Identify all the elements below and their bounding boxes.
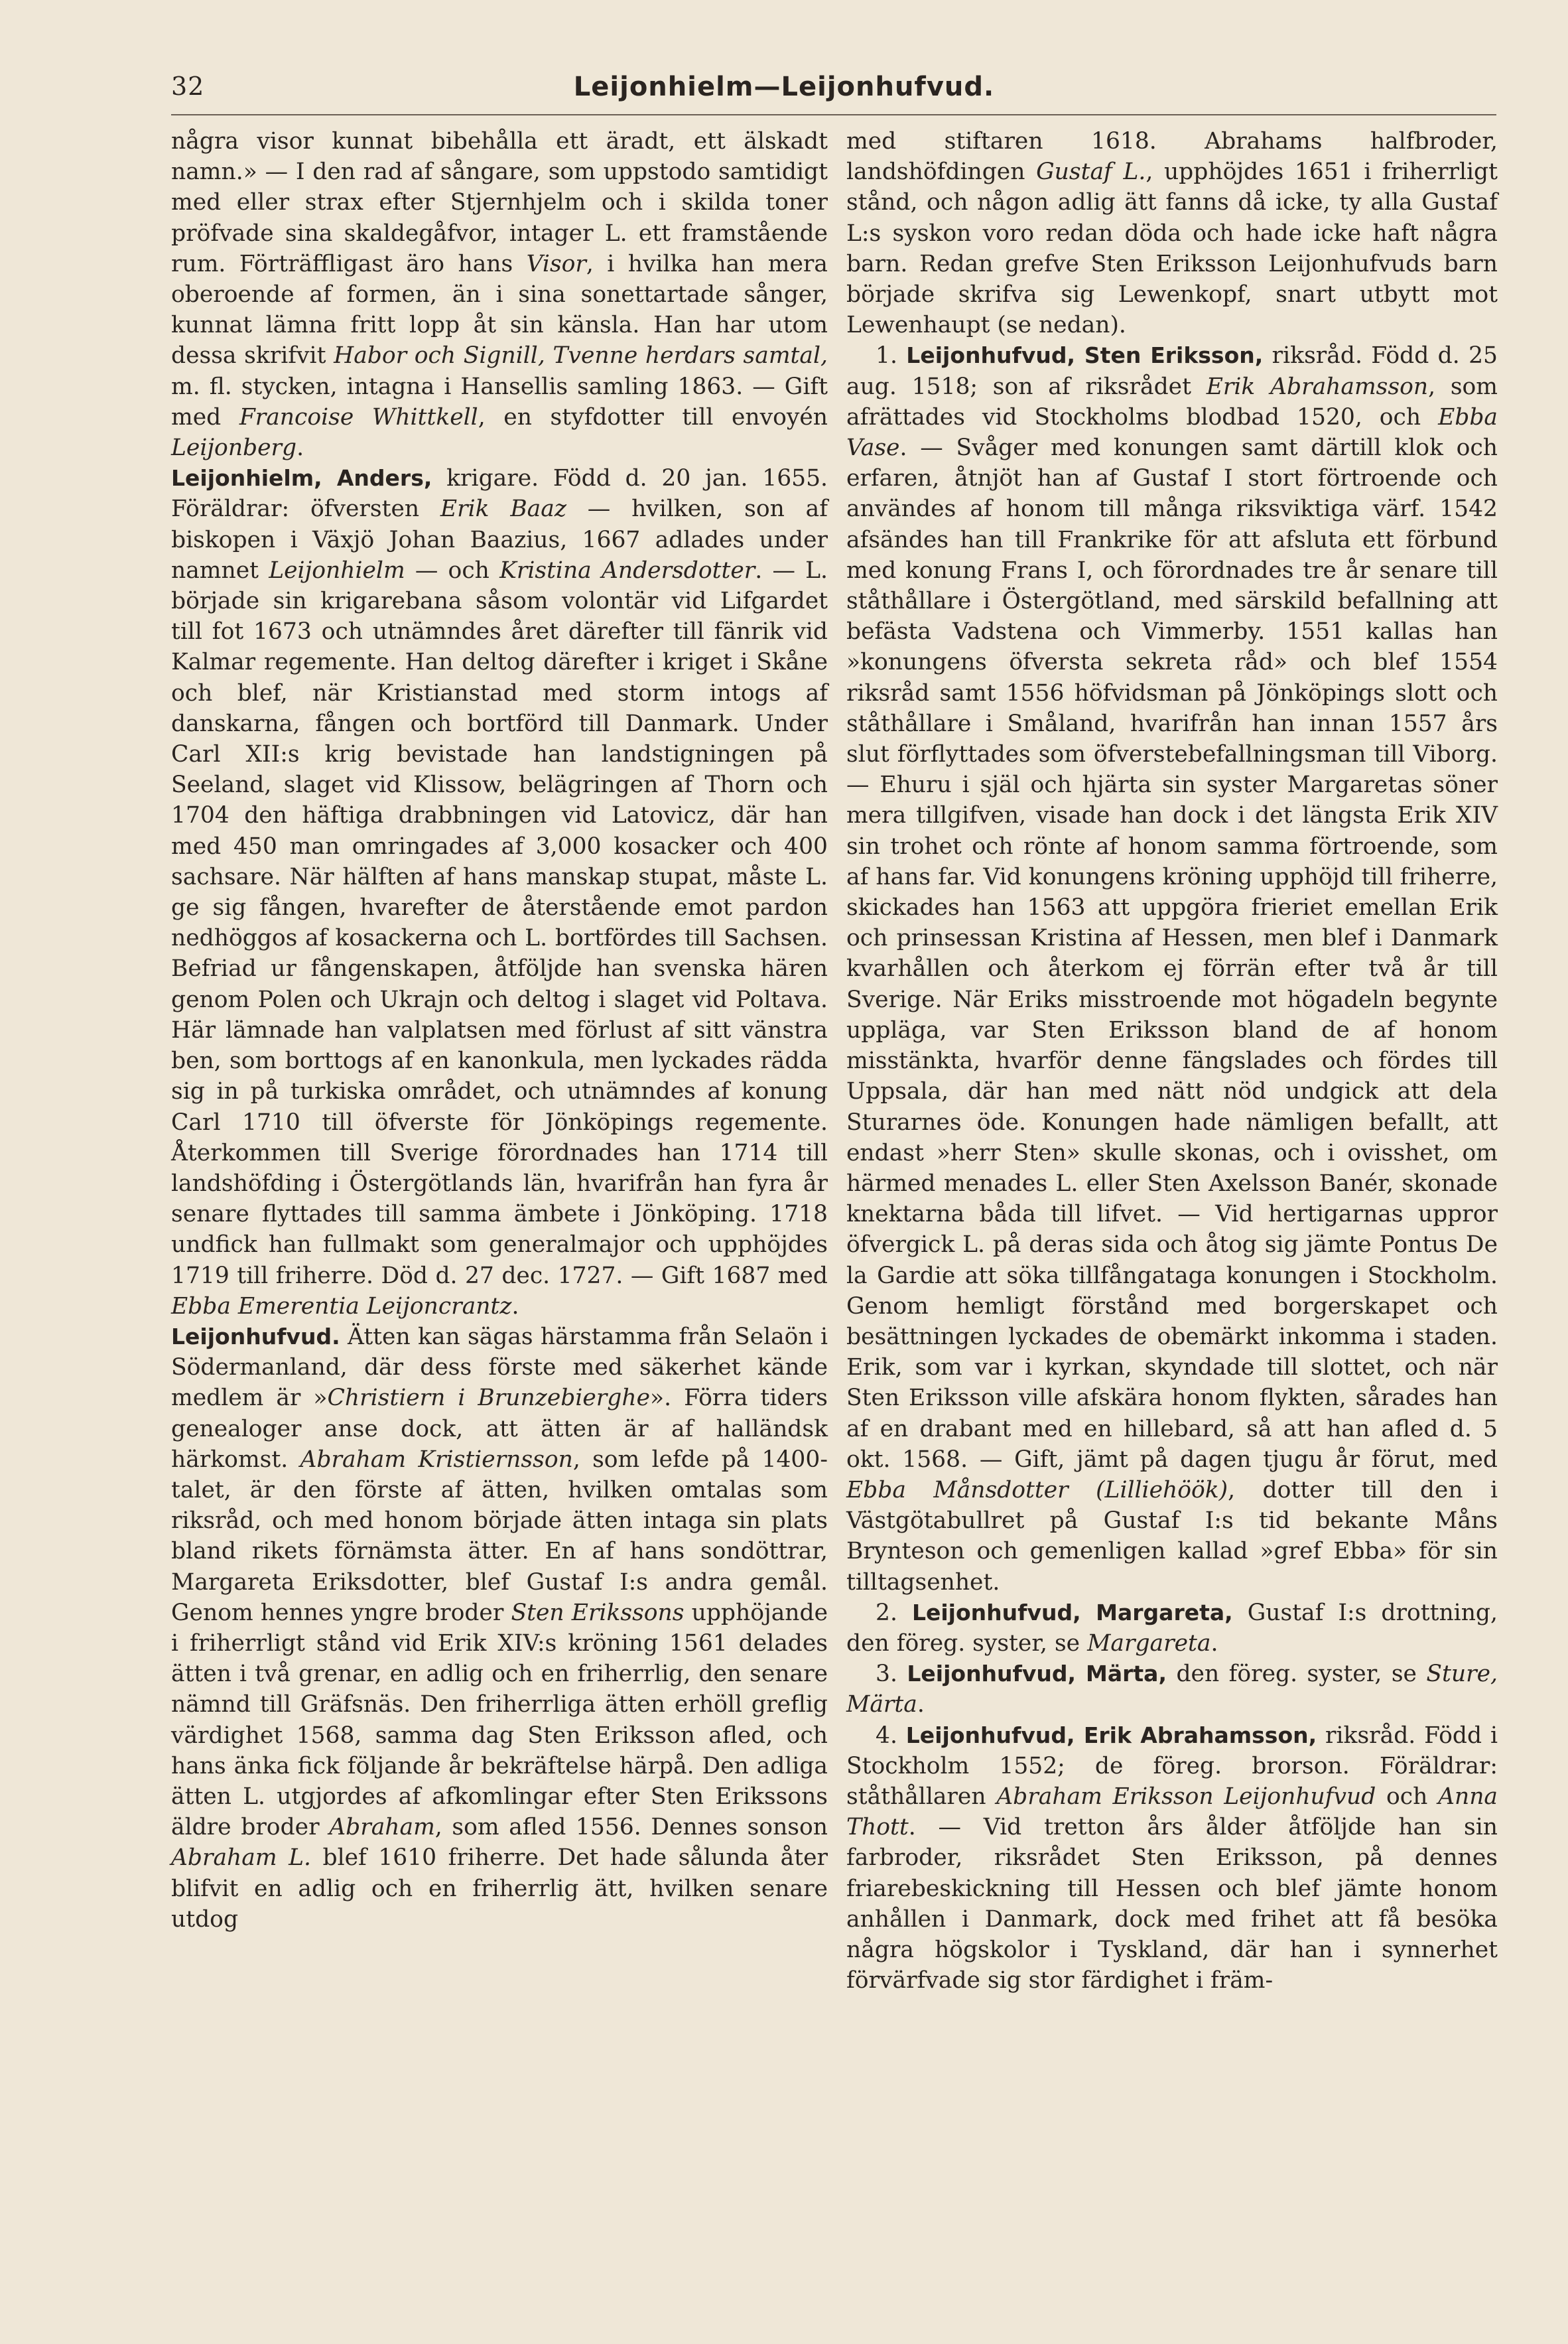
left-column — [171, 126, 828, 1935]
headword: Leijonhufvud, Margareta, — [911, 1599, 1233, 1625]
entry-leijonhielm-anders: Leijonhielm, Anders, krigare. Född d. 20 jan. 1655. Föräldrar: öfversten Erik Baaz — hvilken, son af biskopen i Växjö Johan Baazius, 1667 adlades under namnet Leijonhielm — och Kristina Andersdotter. — L. började sin krigarebana såsom volontär vid Lifgardet till fot 1673 och utnämndes året därefter till fänrik vid Kalmar regemente. Han deltog därefter i kriget i Skåne och blef, när Kristianstad med storm intogs af danskarna, fången och bortförd till Danmark. Under Carl XII:s krig bevistade han landstigningen på Seeland, slaget vid Klissow, belägringen af Thorn och 1704 den häftiga drabbningen vid Latovicz, där han med 450 man omringades af 3,000 kosacker och 400 sachsare. När hälften af hans manskap stupat, måste L. ge sig fången, hvarefter de återstående emot pardon nedhöggos af kosackerna och L. bortfördes till Sachsen. Befriad ur fångenskapen, åtföljde han svenska hären genom Polen och Ukrajn och deltog i slaget vid Poltava. Här lämnade han valplatsen med förlust af sitt vänstra ben, som borttogs af en kanonkula, men lyckades rädda sig in på turkiska området, och utnämndes af konung Carl 1710 till öfverste för Jönköpings regemente. Återkommen till Sverige förordnades han 1714 till landshöfding i Östergötlands län, hvarifrån han fyra år senare flyttades till samma ämbete i Jönköping. 1718 undfick han fullmakt som generalmajor och upphöjdes 1719 till friherre. Död d. 27 dec. 1727. — Gift 1687 med Ebba Emerentia Leijoncrantz. — [171, 465, 828, 1320]
entry-marta: 3. Leijonhufvud, Märta, den föreg. syster, se Sture, Märta. — [846, 1661, 1498, 1718]
right-column — [846, 126, 1498, 1996]
headword: Leijonhufvud, Märta, — [907, 1661, 1167, 1687]
entry-margareta: 2. Leijonhufvud, Margareta, Gustaf I:s drottning, den föreg. syster, se Margareta. — [846, 1599, 1498, 1657]
headword: Leijonhielm, Anders, — [171, 465, 432, 492]
paragraph-continuation: med stiftaren 1618. Abrahams halfbroder, landshöfdingen Gustaf L., upphöjdes 1651 i friherrligt stånd, och någon adlig ätt fanns då icke, ty alla Gustaf L:s syskon voro redan döda och hade icke haft några barn. Redan grefve Sten Eriksson Leijonhufvuds barn började skrifva sig Lewenkopf, snart utbytt mot Lewenhaupt (se nedan). — [846, 128, 1498, 339]
paragraph-continuation: några visor kunnat bibehålla ett äradt, ett älskadt namn.» — I den rad af sångare, som uppstodo samtidigt med eller strax efter Stjernhjelm och i skilda toner pröfvade sina skaldegåfvor, intager L. ett framstående rum. Förträffligast äro hans Visor, i hvilka han mera oberoende af formen, än i sina sonettartade sånger, kunnat lämna fritt lopp åt sin känsla. Han har utom dessa skrifvit Habor och Signill, Tvenne herdars samtal, m. fl. stycken, intagna i Hansellis samling 1863. — Gift med Francoise Whittkell, en styfdotter till envoyén Leijonberg. — [171, 128, 828, 462]
entry-sten-eriksson: 1. Leijonhufvud, Sten Eriksson, riksråd. Född d. 25 aug. 1518; son af riksrådet Erik Abrahamsson, som afrättades vid Stockholms blodbad 1520, och Ebba Vase. — Svåger med konungen samt därtill klok och erfaren, åtnjöt han af Gustaf I stort förtroende och användes af honom till många riksviktiga värf. 1542 afsändes han till Frankrike för att afsluta ett förbund med konung Frans I, och förordnades tre år senare till ståthållare i Östergötland, med särskild befallning att befästa Vadstena och Vimmerby. 1551 kallas han »konungens öfversta sekreta råd» och blef 1554 riksråd samt 1556 höfvidsman på Jönköpings slott och ståthållare i Småland, hvarifrån han innan 1557 års slut förflyttades som öfverstebefallningsman till Viborg. — Ehuru i själ och hjärta sin syster Margaretas söner mera tillgifven, visade han dock i det längsta Erik XIV sin trohet och rönte af honom samma förtroende, som af hans far. Vid konungens kröning upphöjd till friherre, skickades han 1563 att uppgöra frieriet emellan Erik och prinsessan Kristina af Hessen, men blef i Danmark kvarhållen och återkom ej förrän efter två år till Sverige. När Eriks misstroende mot högadeln begynte uppläga, var Sten Eriksson bland de af honom misstänkta, hvarför denne fängslades och fördes till Uppsala, där han med nätt nöd undgick att dela Sturarnes öde. Konungen hade nämligen befallt, att endast »herr Sten» skulle skonas, och i ovisshet, om härmed menades L. eller Sten Axelsson Banér, skonade knektarna båda till lifvet. — Vid hertigarnas uppror öfvergick L. på deras sida och åtog sig jämte Pontus De la Gardie att söka tillfångataga konungen i Stockholm. Genom hemligt förstånd med borgerskapet och besättningen lyckades de obemärkt inkomma i staden. Erik, som var i kyrkan, skyndade till slottet, och när Sten Eriksson ville afskära honom flykten, sårades han af en drabant med en hillebard, så att han afled d. 5 okt. 1568. — Gift, jämt på dagen tjugu år förut, med Ebba Månsdotter (Lilliehöök), dotter till den i Västgötabullret på Gustaf I:s tid bekante Måns Brynteson och gemenligen kallad »gref Ebba» för sin tilltagsenhet. — [846, 342, 1498, 1596]
headword: Leijonhufvud. — [171, 1323, 340, 1349]
header-rule — [171, 114, 1496, 115]
running-title: Leijonhielm—Leijonhufvud. — [573, 72, 995, 102]
entry-erik-abrahamsson: 4. Leijonhufvud, Erik Abrahamsson, riksråd. Född i Stockholm 1552; de föreg. brorson. Föräldrar: ståthållaren Abraham Eriksson Leijonhufvud och Anna Thott. — Vid tretton års ålder åtföljde han sin farbroder, riksrådet Sten Eriksson, på dennes friarebeskickning till Hessen och blef jämte honom anhållen i Danmark, dock med frihet att få besöka några högskolor i Tyskland, där han i synnerhet förvärfvade sig stor färdighet i främ- — [846, 1722, 1498, 1994]
headword: Leijonhufvud, Sten Eriksson, — [906, 342, 1264, 369]
headword: Leijonhufvud, Erik Abrahamsson, — [905, 1722, 1317, 1748]
page-number: 32 — [171, 72, 205, 101]
entry-leijonhufvud: Leijonhufvud. Ätten kan sägas härstamma från Selaön i Södermanland, där dess förste med säkerhet kände medlem är »Christiern i Brunzebierghe». Förra tiders genealoger anse dock, att ätten är af halländsk härkomst. Abraham Kristiernsson, som lefde på 1400-talet, är den förste af ätten, hvilken omtalas som riksråd, och med honom började ätten intaga sin plats bland rikets förnämsta ätter. En af hans sondöttrar, Margareta Eriksdotter, blef Gustaf I:s andra gemål. Genom hennes yngre broder Sten Erikssons upphöjande i friherrligt stånd vid Erik XIV:s kröning 1561 delades ätten i två grenar, en adlig och en friherrlig, den senare nämnd till Gräfsnäs. Den friherrliga ätten erhöll greflig värdighet 1568, samma dag Sten Eriksson afled, och hans änka fick följande år bekräftelse härpå. Den adliga ätten L. utgjordes af afkomlingar efter Sten Erikssons äldre broder Abraham, som afled 1556. Dennes sonson Abraham L. blef 1610 friherre. Det hade sålunda åter blifvit en adlig och en friherrlig ätt, hvilken senare utdog — [171, 1323, 828, 1933]
